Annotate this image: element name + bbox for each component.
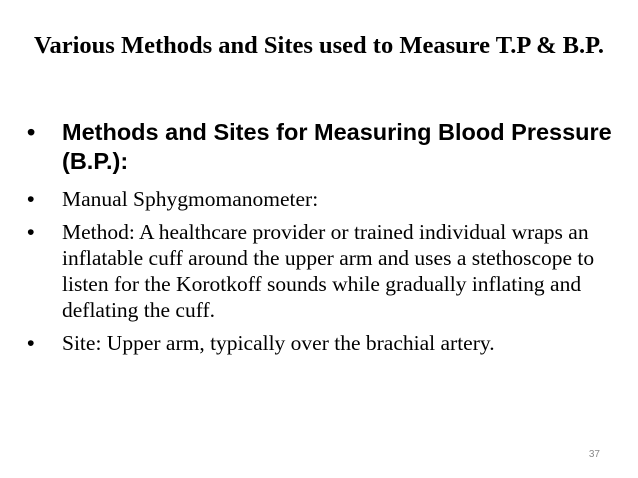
page-number: 37: [588, 449, 600, 460]
bullet-marker: •: [27, 220, 35, 244]
bullet-text: Methods and Sites for Measuring Blood Pressure (B.P.):: [62, 119, 612, 174]
bullet-text: Manual Sphygmomanometer:: [62, 187, 319, 211]
bullet-item: [22, 186, 622, 212]
bullet-list: [22, 118, 622, 363]
bullet-item: [22, 219, 622, 323]
bullet-marker: •: [27, 119, 36, 145]
bullet-text: Site: Upper arm, typically over the brachial artery.: [62, 331, 495, 355]
bullet-marker: •: [27, 331, 35, 355]
bullet-item-heading: [22, 118, 622, 176]
bullet-text: Method: A healthcare provider or trained individual wraps an inflatable cuff around the upper arm and uses a stethoscope to listen for the Korotkoff sounds while gradually inflating and deflating the cuff.: [62, 220, 595, 322]
bullet-marker: •: [27, 187, 35, 211]
bullet-item: [22, 330, 622, 356]
slide-title: Various Methods and Sites used to Measure T.P & B.P.: [34, 32, 604, 59]
